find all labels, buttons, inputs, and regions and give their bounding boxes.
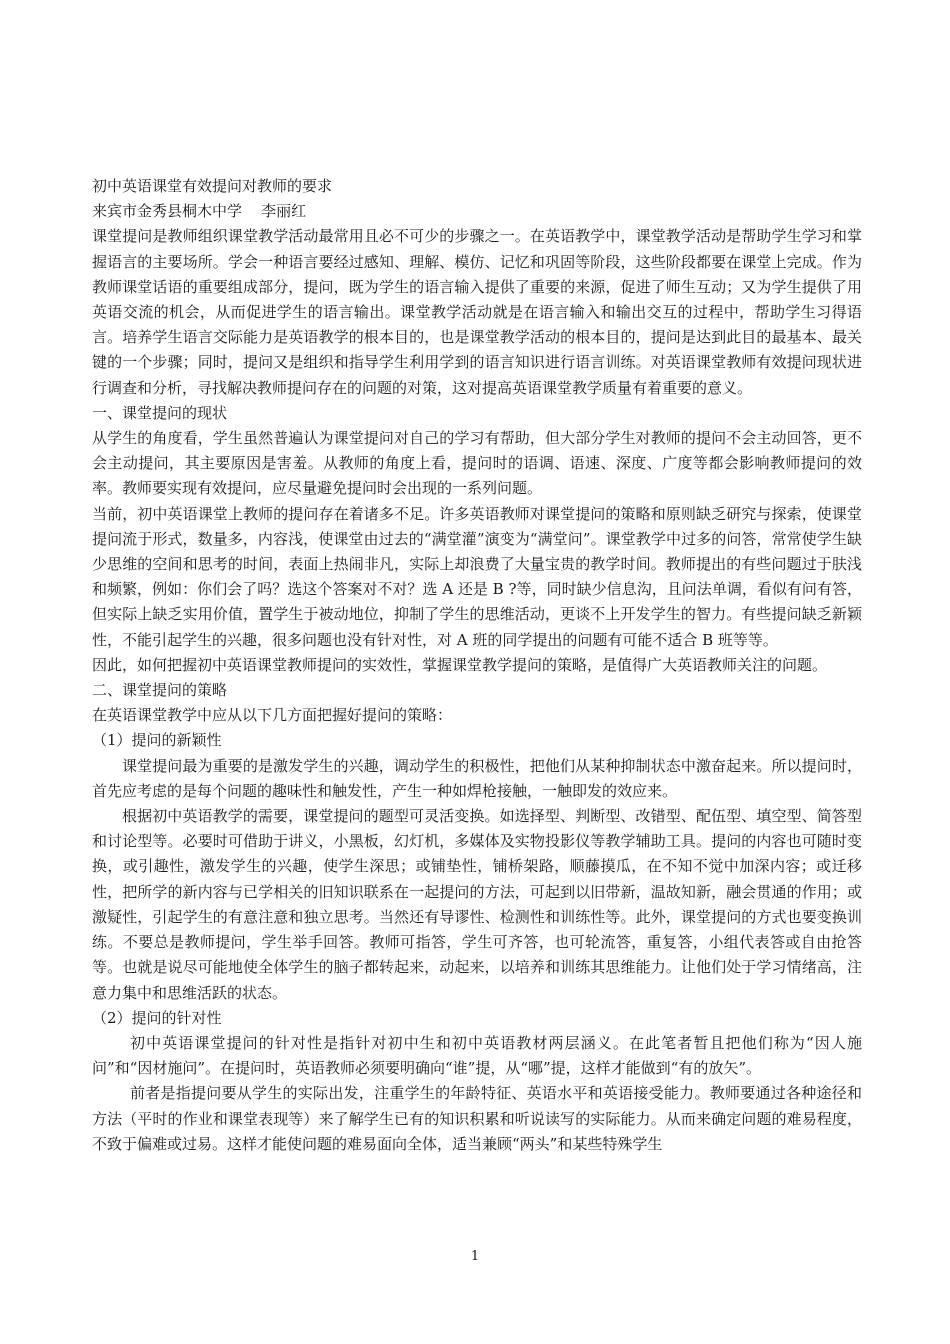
document-title: 初中英语课堂有效提问对教师的要求 bbox=[92, 177, 333, 195]
section-heading-1: 一、课堂提问的现状 bbox=[92, 403, 228, 422]
subsection-heading-2: （2）提问的针对性 bbox=[92, 1008, 222, 1027]
intro-paragraph: 课堂提问是教师组织课堂教学活动最常用且必不可少的步骤之一。在英语教学中，课堂教学活动是帮助学生学习和掌握语言的主要场所。学会一种语言要经过感知、理解、模仿、记忆和巩固等阶段，这些阶段都要在课堂上完成。作为教师课堂话语的重要组成部分，提问，既为学生的语言输入提供了重要的来源，促进了师生互动；又为学生提供了用英语交流的机会，从而促进学生的语言输出。课堂教学活动就是在语言输入和输出交互的过程中，帮助学生习得语言。培养学生语言交际能力是英语教学的根本目的，也是课堂教学活动的根本目的，提问是达到此目的最基本、最关键的一个步骤；同时，提问又是组织和指导学生利用学到的语言知识进行语言训练。对英语课堂教师有效提问现状进行调查和分析，寻找解决教师提问存在的问题的对策，这对提高英语课堂教学质量有着重要的意义。 bbox=[92, 227, 862, 397]
body-paragraph: 前者是指提问要从学生的实际出发，注重学生的年龄特征、英语水平和英语接受能力。教师要通过各种途径和方法（平时的作业和课堂表现等）来了解学生已有的知识积累和听说读写的实际能力。从而来确定问题的难易程度，不致于偏难或过易。这样才能使问题的难易面向全体，适当兼顾“两头”和某些特殊学生 bbox=[92, 1084, 862, 1153]
subsection-heading-1: （1）提问的新颖性 bbox=[92, 731, 222, 750]
section-heading-2: 二、课堂提问的策略 bbox=[92, 681, 228, 700]
body-paragraph: 根据初中英语教学的需要，课堂提问的题型可灵活变换。如选择型、判断型、改错型、配伍型、填空型、简答型和讨论型等。必要时可借助于讲义，小黑板，幻灯机，多媒体及实物投影仪等教学辅助工具。提问的内容也可随时变换，或引趣性，激发学生的兴趣，使学生深思；或铺垫性，铺桥架路，顺藤摸瓜，在不知不觉中加深内容；或迁移性，把所学的新内容与已学相关的旧知识联系在一起提问的方法，可起到以旧带新，温故知新，融会贯通的作用；或激疑性，引起学生的有意注意和独立思考。当然还有导谬性、检测性和训练性等。此外，课堂提问的方式也要变换训练。不要总是教师提问，学生举手回答。教师可指答，学生可齐答，也可轮流答，重复答，小组代表答或自由抢答等。也就是说尽可能地使全体学生的脑子都转起来，动起来，以培养和训练其思维能力。让他们处于学习情绪高，注意力集中和思维活跃的状态。 bbox=[92, 807, 862, 1002]
body-paragraph: 初中英语课堂提问的针对性是指针对初中生和初中英语教材两层涵义。在此笔者暂且把他们称为“因人施问”和“因材施问”。在提问时，英语教师必须要明确向“谁”提，从“哪”提，这样才能做到“有的放矢”。 bbox=[92, 1033, 862, 1078]
body-paragraph: 课堂提问最为重要的是激发学生的兴趣，调动学生的积极性，把他们从某种抑制状态中激奋起来。所以提问时，首先应考虑的是每个问题的趣味性和触发性，产生一种如焊枪接触，一触即发的效应来。 bbox=[92, 756, 862, 800]
author-line: 来宾市金秀县桐木中学 李丽红 bbox=[92, 202, 307, 221]
body-paragraph: 从学生的角度看，学生虽然普遍认为课堂提问对自己的学习有帮助，但大部分学生对教师的提问不会主动回答，更不会主动提问，其主要原因是害羞。从教师的角度上看，提问时的语调、语速、深度、广度等都会影响教师提问的效率。教师要实现有效提问，应尽量避免提问时会出现的一系列问题。 bbox=[92, 429, 862, 498]
page-number: 1 bbox=[470, 1249, 480, 1264]
body-paragraph: 当前，初中英语课堂上教师的提问存在着诸多不足。许多英语教师对课堂提问的策略和原则缺乏研究与探索，使课堂提问流于形式，数量多，内容浅，使课堂由过去的“满堂灌”演变为“满堂问”。课堂教学中过多的问答，常常使学生缺少思维的空间和思考的时间，表面上热闹非凡，实际上却浪费了大量宝贵的教学时间。教师提出的有些问题过于肤浅和频繁，例如：你们会了吗？选这个答案对不对？选 A 还是 B ?等，同时缺少信息沟，且问法单调，看似有问有答，但实际上缺乏实用价值，置学生于被动地位，抑制了学生的思维活动，更谈不上开发学生的智力。有些提问缺乏新颖性，不能引起学生的兴趣，很多问题也没有针对性，对 A 班的同学提出的问题有可能不适合 B 班等等。 bbox=[92, 504, 862, 649]
body-paragraph: 在英语课堂教学中应从以下几方面把握好提问的策略： bbox=[92, 706, 453, 725]
document-body bbox=[92, 174, 862, 1157]
body-paragraph: 因此，如何把握初中英语课堂教师提问的实效性，掌握课堂教学提问的策略，是值得广大英语教师关注的问题。 bbox=[92, 655, 828, 674]
